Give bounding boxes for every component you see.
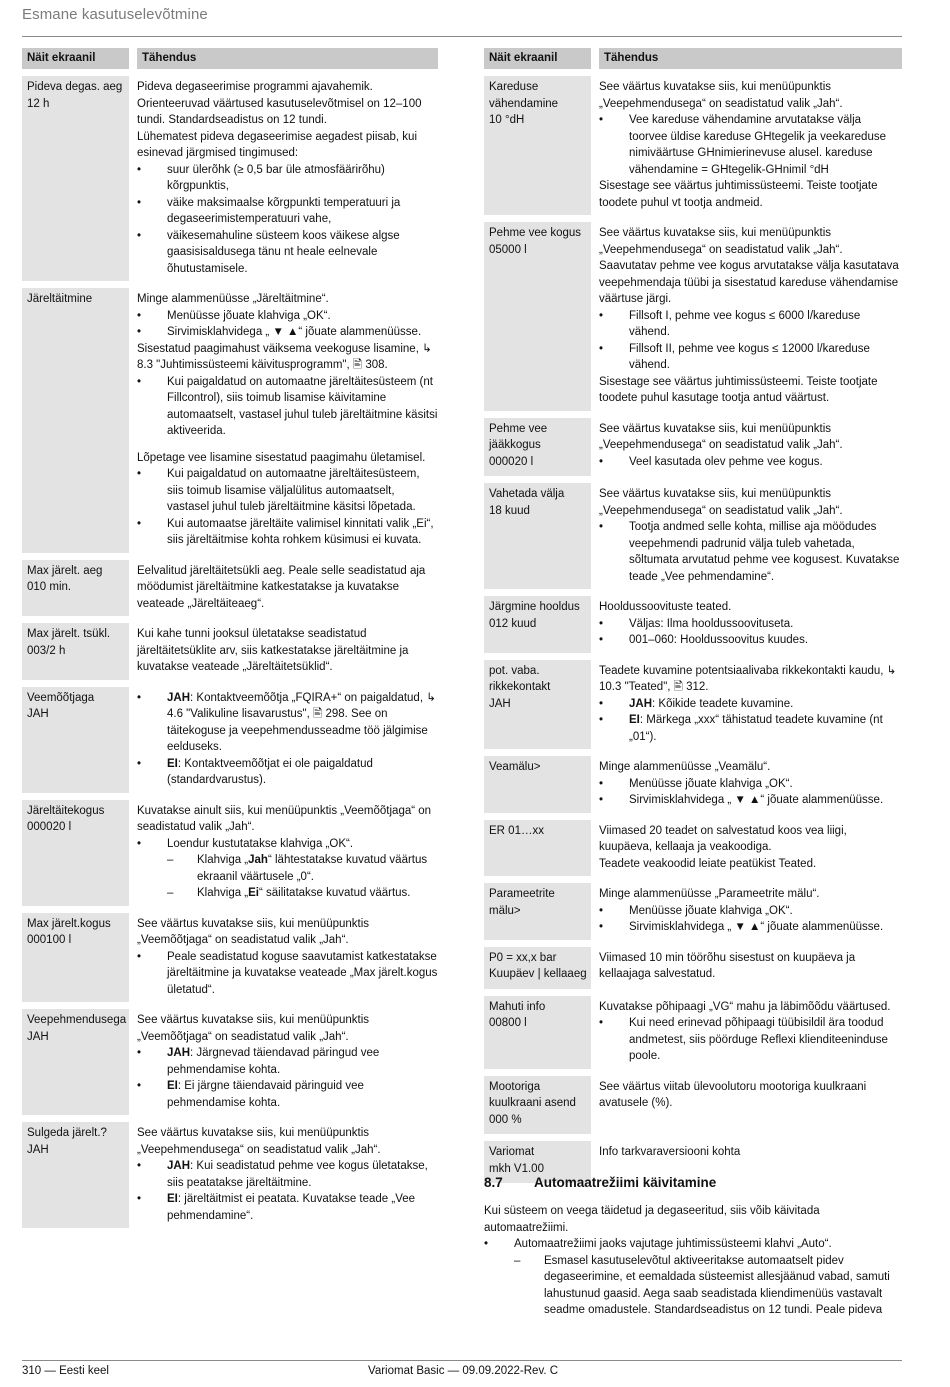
bullet-body: Veel kasutada olev pehme vee kogus. <box>629 455 823 468</box>
bullet-glyph: • <box>599 777 604 790</box>
bullet-item <box>599 696 902 713</box>
header-divider <box>22 36 902 37</box>
bullet-glyph: • <box>137 375 142 388</box>
bullet-item <box>599 776 902 793</box>
sub-item-text <box>197 852 438 885</box>
left-table-body <box>22 76 438 1228</box>
bullet-item <box>137 1078 438 1111</box>
meaning-description <box>599 596 902 653</box>
bullet-item <box>137 228 438 278</box>
table-row <box>484 483 902 589</box>
meaning-description <box>137 623 438 680</box>
display-readout-label: Veamälu> <box>484 756 591 813</box>
bullet-glyph: • <box>137 1080 142 1092</box>
meaning-description <box>599 883 902 940</box>
description-paragraph: Minge alammenüüsse „Parameetrite mälu“. <box>599 888 820 900</box>
bullet-glyph: • <box>137 1193 142 1205</box>
table-row <box>22 800 438 906</box>
description-paragraph: Minge alammenüüsse „Veamälu“. <box>599 761 771 773</box>
display-readout-label: Mahuti info 00800 l <box>484 996 591 1069</box>
bullet-glyph: • <box>484 1238 489 1250</box>
bullet-text <box>629 792 902 809</box>
meaning-description <box>137 687 438 793</box>
bullet-body: Peale seadistatud koguse saavutamist katkestatakse järeltäitmine ja kuvatakse veateade „Max järelt.kogus ületatud“. <box>167 950 438 996</box>
right-table <box>484 48 902 1190</box>
display-readout-label: Veemõõtjaga JAH <box>22 687 129 793</box>
section-heading <box>484 1175 716 1190</box>
meaning-description <box>137 1009 438 1115</box>
bullet-item <box>137 195 438 228</box>
bullet-glyph: • <box>137 1047 142 1059</box>
description-paragraph: Viimased 10 min töörõhu sisestust on kuupäeva ja kellaajaga salvestatud. <box>599 951 856 980</box>
display-readout-label: Mootoriga kuulkraani asend 000 % <box>484 1076 591 1135</box>
left-header-col1: Näit ekraanil <box>22 48 129 69</box>
page-header-title: Esmane kasutuselevõtmine <box>22 6 208 23</box>
bullet-body: : järeltäitmist ei peatata. Kuvatakse teade „Vee pehmendamine“. <box>167 1193 416 1222</box>
meaning-description <box>137 1122 438 1228</box>
bullet-glyph: • <box>599 794 604 806</box>
bullet-text <box>167 516 438 549</box>
description-paragraph: Lühematest pideva degaseerimise aegadest piisab, kui esinevad järgmised tingimused: <box>137 130 418 159</box>
bullet-body: Sirvimisklahvidega „ ▼ ▲“ jõuate alammenüüsse. <box>629 794 884 806</box>
table-row <box>22 560 438 617</box>
option-keyword: JAH <box>167 691 191 704</box>
meaning-description <box>599 947 902 989</box>
bullet-text <box>167 690 438 756</box>
bullet-item <box>137 1191 438 1224</box>
bullet-body: : Kui seadistatud pehme vee kogus ületatakse, siis peatatakse järeltäitmine. <box>167 1160 428 1189</box>
sub-item-body: “ säilitatakse kuvatud väärtus. <box>259 887 411 899</box>
footer-document-info: Variomat Basic — 09.09.2022-Rev. C <box>368 1365 559 1377</box>
meaning-description <box>599 222 902 411</box>
sub-item-prefix: Klahviga „ <box>197 887 249 899</box>
spacer <box>137 440 438 450</box>
table-row <box>22 288 438 553</box>
bullet-item <box>599 712 902 745</box>
display-readout-label: Järgmine hooldus 012 kuud <box>484 596 591 653</box>
bullet-text <box>629 696 902 713</box>
bullet-body: Fillsoft II, pehme vee kogus ≤ 12000 l/kareduse vähend. <box>629 342 870 371</box>
bullet-item <box>137 162 438 195</box>
right-header-col1: Näit ekraanil <box>484 48 591 69</box>
sub-item-prefix: Klahviga „ <box>197 854 249 866</box>
bullet-glyph: • <box>137 196 142 209</box>
table-row <box>484 76 902 215</box>
bullet-glyph: • <box>599 455 604 468</box>
sub-item <box>137 852 438 885</box>
section-body <box>484 1203 902 1319</box>
bullet-item <box>137 466 438 516</box>
bullet-text <box>167 374 438 440</box>
table-row <box>484 418 902 477</box>
bullet-glyph: • <box>137 757 142 770</box>
table-row <box>484 756 902 813</box>
bullet-item <box>599 341 902 374</box>
display-readout-label: Kareduse vähendamine 10 °dH <box>484 76 591 215</box>
description-paragraph: Eelvalitud järeltäitetsükli aeg. Peale selle seadistatud aja möödumist järeltäitmine katkestatakse ja kuvatakse veateade „Järeltäiteaeg“. <box>137 564 426 610</box>
bullet-body: 001–060: Hooldussoovitus kuudes. <box>629 634 809 646</box>
bullet-text <box>629 616 902 633</box>
bullet-glyph: • <box>599 1017 604 1029</box>
display-readout-label: pot. vaba. rikkekontakt JAH <box>484 660 591 750</box>
bullet-body: Kui paigaldatud on automaatne järeltäitesüsteem (nt Fillcontrol), siis toimub lisamise käivitamine automaatselt, vastasel juhul tuleb järeltäitmine käsitsi aktiveerida. <box>167 375 438 437</box>
table-row <box>484 947 902 989</box>
bullet-glyph: • <box>137 326 142 338</box>
bullet-text <box>629 903 902 920</box>
table-row <box>22 76 438 281</box>
bullet-body: Sirvimisklahvidega „ ▼ ▲“ jõuate alammenüüsse. <box>629 921 884 933</box>
description-paragraph: See väärtus viitab ülevoolutoru mootoriga kuulkraani avatusele (%). <box>599 1080 867 1109</box>
bullet-item <box>137 949 438 999</box>
dash-glyph: – <box>167 887 174 899</box>
bullet-body: Menüüsse jõuate klahviga „OK“. <box>629 904 793 917</box>
description-paragraph: See väärtus kuvatakse siis, kui menüüpunktis „Veepehmendusega“ on seadistatud valik „Jah“. <box>599 488 843 517</box>
bullet-item <box>137 756 438 789</box>
bullet-item <box>137 516 438 549</box>
option-keyword: JAH <box>629 697 653 710</box>
description-paragraph: See väärtus kuvatakse siis, kui menüüpunktis „Veepehmendusega“ on seadistatud valik „Jah“. <box>137 1127 381 1156</box>
bullet-text <box>629 519 902 585</box>
bullet-text <box>629 454 902 471</box>
bullet-item <box>137 1158 438 1191</box>
display-readout-label: Max järelt. tsükl. 003/2 h <box>22 623 129 680</box>
display-readout-label: Parameetrite mälu> <box>484 883 591 940</box>
meaning-description <box>599 756 902 813</box>
left-header-col2: Tähendus <box>137 48 438 69</box>
description-paragraph: Pideva degaseerimise programmi ajavahemik. Orienteeruvad väärtused kasutuselevõtmisel on 12–100 tundi. Standardseadistus on 12 tundi. <box>137 81 422 126</box>
bullet-item <box>599 454 902 471</box>
display-readout-label: Variomat mkh V1.00 <box>484 1141 591 1183</box>
bullet-text <box>167 324 438 341</box>
bullet-text <box>629 919 902 936</box>
bullet-item <box>137 690 438 756</box>
section-title: Automaatrežiimi käivitamine <box>534 1175 717 1190</box>
bullet-glyph: • <box>599 342 604 355</box>
bullet-glyph: • <box>599 521 604 533</box>
table-row <box>22 1009 438 1115</box>
bullet-body: Menüüsse jõuate klahviga „OK“. <box>167 309 331 322</box>
bullet-body: : Kontaktveemõõtja „FQIRA+“ on paigaldatud, ↳ 4.6 "Valikuline lisavarustus", 🖹 298. See on täitekoguse ja veepehmendusseadme töö jälgimise eelduseks. <box>167 691 436 753</box>
display-readout-label: Järeltäitekogus 000020 l <box>22 800 129 906</box>
bullet-glyph: • <box>599 309 604 322</box>
bullet-item <box>599 519 902 585</box>
section-bullet <box>484 1236 902 1253</box>
table-row <box>22 623 438 680</box>
bullet-text <box>167 308 438 325</box>
bullet-body: väikesemahuline süsteem koos väikese algse gaasisisaldusega tänu nt heale eelnevale õhutustamisele. <box>167 229 400 275</box>
bullet-glyph: • <box>137 229 142 242</box>
description-paragraph: See väärtus kuvatakse siis, kui menüüpunktis „Veemõõtjaga“ on seadistatud valik „Jah“. <box>137 917 370 946</box>
sub-item-body: “ lähtestatakse kuvatud väärtus ekraanil väärtusele „0“. <box>197 854 428 883</box>
description-paragraph: Saavutatav pehme vee kogus arvutatakse välja kasutatava veepehmendaja tüübi ja sisestatud kareduse vähendamise väärtuse järgi. <box>599 260 899 305</box>
bullet-body: Väljas: Ilma hooldussoovituseta. <box>629 617 794 630</box>
description-paragraph: Kuvatakse ainult siis, kui menüüpunktis „Veemõõtjaga“ on seadistatud valik „Jah“. <box>137 804 432 833</box>
footer-page-language: 310 — Eesti keel <box>22 1365 109 1377</box>
sub-item <box>137 885 438 902</box>
right-table-body <box>484 76 902 1183</box>
description-paragraph: Teadete kuvamine potentsiaalivaba rikkekontakti kaudu, ↳ 10.3 "Teated", 🖹 312. <box>599 664 897 693</box>
bullet-item <box>137 374 438 440</box>
bullet-item <box>137 1045 438 1078</box>
bullet-glyph: • <box>137 1160 142 1172</box>
bullet-glyph: • <box>137 950 142 963</box>
description-paragraph: See väärtus kuvatakse siis, kui menüüpunktis „Veepehmendusega“ on seadistatud valik „Jah“. <box>599 422 843 451</box>
option-keyword: JAH <box>167 1160 191 1172</box>
bullet-text <box>629 632 902 649</box>
bullet-glyph: • <box>599 697 604 710</box>
display-readout-label: Max järelt.kogus 000100 l <box>22 913 129 1003</box>
description-paragraph: Viimased 20 teadet on salvestatud koos vea liigi, kuupäeva, kellaaja ja veakoodiga. <box>599 824 847 853</box>
table-row <box>484 222 902 411</box>
bullet-item <box>599 919 902 936</box>
option-keyword: JAH <box>167 1047 191 1059</box>
bullet-body: Kui need erinevad põhipaagi tüübisildil ära toodud andmetest, siis pöörduge Reflexi klienditeeninduse poole. <box>629 1017 888 1062</box>
bullet-text <box>167 162 438 195</box>
description-paragraph: Info tarkvaraversiooni kohta <box>599 1146 741 1158</box>
bullet-body: Kui paigaldatud on automaatne järeltäitesüsteem, siis toimub lisamise väljalülitus automaatselt, vastasel juhul tuleb järeltäitmine käsitsi lõpetada. <box>167 468 420 513</box>
bullet-item <box>137 324 438 341</box>
bullet-item <box>599 616 902 633</box>
meaning-description <box>599 660 902 750</box>
bullet-body: : Ei järgne täiendavaid päringuid vee pehmendamise kohta. <box>167 1080 364 1109</box>
meaning-description <box>137 560 438 617</box>
bullet-body: suur ülerõhk (≥ 0,5 bar üle atmosfäärirõhu) kõrgpunktis, <box>167 163 385 192</box>
left-table-header <box>22 48 438 69</box>
table-row <box>22 1122 438 1228</box>
option-keyword: Ei <box>248 887 260 899</box>
bullet-text <box>629 341 902 374</box>
meaning-description <box>599 1076 902 1135</box>
bullet-glyph: • <box>137 837 142 850</box>
bullet-item <box>599 903 902 920</box>
table-row <box>22 687 438 793</box>
bullet-item <box>599 112 902 178</box>
bullet-glyph: • <box>599 904 604 917</box>
bullet-glyph: • <box>599 634 604 646</box>
description-paragraph: Sisestage see väärtus juhtimissüsteemi. Teiste tootjate toodete puhul kasutage tootja antud väärtust. <box>599 375 878 404</box>
description-paragraph: Teadete veakoodid leiate peatükist Teated. <box>599 857 817 870</box>
bullet-item <box>599 1015 902 1065</box>
bullet-item <box>599 632 902 649</box>
left-table <box>22 48 438 1235</box>
bullet-text <box>629 712 902 745</box>
bullet-body: Menüüsse jõuate klahviga „OK“. <box>629 777 793 790</box>
meaning-description <box>599 820 902 877</box>
bullet-glyph: • <box>599 921 604 933</box>
section-subitem-text: Esmasel kasutuselevõtul aktiveeritakse automaatselt pidev degaseerimine, et eemaldada süsteemist allesjäänud vabad, samuti lahustunud gaasid. Aega saab seadistada kliendimenüüs vastavalt seadme omadustele. Standardseadistus on 12 tundi. Peale pideva <box>544 1254 890 1316</box>
footer-divider <box>22 1360 902 1361</box>
display-readout-label: Pehme vee jääkkogus 000020 l <box>484 418 591 477</box>
section-subitem <box>484 1253 902 1319</box>
bullet-body: : Kontaktveemõõtjat ei ole paigaldatud (standardvarustus). <box>167 757 373 786</box>
table-row <box>484 820 902 877</box>
bullet-text <box>167 1078 438 1111</box>
bullet-body: väike maksimaalse kõrgpunkti temperatuuri ja degaseerimistemperatuuri vahe, <box>167 196 401 225</box>
bullet-text <box>167 756 438 789</box>
table-row <box>22 913 438 1003</box>
meaning-description <box>599 76 902 215</box>
bullet-text <box>629 308 902 341</box>
bullet-text <box>167 1045 438 1078</box>
table-row <box>484 996 902 1069</box>
dash-glyph: – <box>167 854 174 866</box>
bullet-text <box>167 466 438 516</box>
bullet-body: Sirvimisklahvidega „ ▼ ▲“ jõuate alammenüüsse. <box>167 326 422 338</box>
description-paragraph: See väärtus kuvatakse siis, kui menüüpunktis „Veepehmendusega“ on seadistatud valik „Jah“. <box>599 227 843 256</box>
bullet-text <box>167 1158 438 1191</box>
section-bullet-text: Automaatrežiimi jaoks vajutage juhtimissüsteemi klahvi „Auto“. <box>514 1238 832 1250</box>
description-paragraph: Sisestage see väärtus juhtimissüsteemi. Teiste tootjate toodete puhul vt tootja andmeid. <box>599 180 878 209</box>
bullet-body: : Märkega „xxx“ tähistatud teadete kuvamine (nt „01“). <box>629 714 883 743</box>
meaning-description <box>599 483 902 589</box>
description-paragraph: Minge alammenüüsse „Järeltäitmine“. <box>137 293 329 305</box>
bullet-body: Kui automaatse järeltäite valimisel kinnitati valik „Ei“, siis järeltäitmise kohta rohkem küsimusi ei kuvata. <box>167 517 434 546</box>
section-intro: Kui süsteem on veega täidetud ja degaseeritud, siis võib käivitada automaatrežiimi. <box>484 1205 820 1234</box>
display-readout-label: Pideva degas. aeg 12 h <box>22 76 129 281</box>
right-header-col2: Tähendus <box>599 48 902 69</box>
description-paragraph: Kui kahe tunni jooksul ületatakse seadistatud järeltäitetsüklite arv, siis katkestatakse järeltäitmine ja kuvatakse veateade „Järeltäitetsüklid“. <box>137 628 409 673</box>
meaning-description <box>137 913 438 1003</box>
bullet-glyph: • <box>137 691 142 704</box>
dash-glyph: – <box>514 1254 521 1267</box>
right-table-header <box>484 48 902 69</box>
display-readout-label: Max järelt. aeg 010 min. <box>22 560 129 617</box>
bullet-glyph: • <box>137 517 142 530</box>
option-keyword: EI <box>167 757 178 770</box>
option-keyword: EI <box>167 1080 178 1092</box>
bullet-body: Loendur kustutatakse klahviga „OK“. <box>167 837 354 850</box>
table-row <box>484 883 902 940</box>
meaning-description <box>137 288 438 553</box>
display-readout-label: Vahetada välja 18 kuud <box>484 483 591 589</box>
bullet-body: Tootja andmed selle kohta, millise aja möödudes veepehmendi padrunid välja tuleb vahetada, sõltumata arvutatud pehme vee kogusest. Kuvatakse teade „Vee pehmendamine“. <box>629 521 900 583</box>
description-paragraph: Sisestatud paagimahust väiksema veekoguse lisamine, ↳ 8.3 "Juhtimissüsteemi käivitusprogramm", 🖹 308. <box>137 342 432 371</box>
table-row <box>484 1076 902 1135</box>
bullet-body: Fillsoft I, pehme vee kogus ≤ 6000 l/kareduse vähend. <box>629 309 861 338</box>
bullet-glyph: • <box>599 114 604 126</box>
bullet-text <box>167 1191 438 1224</box>
bullet-item <box>137 308 438 325</box>
description-paragraph: See väärtus kuvatakse siis, kui menüüpunktis „Veepehmendusega“ on seadistatud valik „Jah“. <box>599 81 843 110</box>
bullet-text <box>629 776 902 793</box>
bullet-glyph: • <box>137 309 142 322</box>
bullet-item <box>137 836 438 853</box>
meaning-description <box>599 418 902 477</box>
bullet-text <box>167 228 438 278</box>
display-readout-label: ER 01…xx <box>484 820 591 877</box>
bullet-text <box>167 836 438 853</box>
meaning-description <box>137 76 438 281</box>
display-readout-label: Pehme vee kogus 05000 l <box>484 222 591 411</box>
meaning-description <box>137 800 438 906</box>
bullet-body: : Kõikide teadete kuvamine. <box>652 697 794 710</box>
description-paragraph: Hooldussoovituste teated. <box>599 601 732 613</box>
display-readout-label: Järeltäitmine <box>22 288 129 553</box>
bullet-text <box>629 112 902 178</box>
bullet-glyph: • <box>137 163 142 176</box>
display-readout-label: P0 = xx,x bar Kuupäev | kellaaeg <box>484 947 591 989</box>
table-row <box>484 660 902 750</box>
option-keyword: EI <box>629 714 640 726</box>
bullet-item <box>599 792 902 809</box>
option-keyword: EI <box>167 1193 178 1205</box>
sub-item-text <box>197 885 411 902</box>
bullet-item <box>599 308 902 341</box>
bullet-glyph: • <box>137 468 142 480</box>
description-paragraph: Kuvatakse põhipaagi „VG“ mahu ja läbimõõdu väärtused. <box>599 1000 891 1013</box>
description-paragraph: See väärtus kuvatakse siis, kui menüüpunktis „Veemõõtjaga“ on seadistatud valik „Jah“. <box>137 1014 370 1043</box>
bullet-glyph: • <box>599 617 604 630</box>
option-keyword: Jah <box>248 854 268 866</box>
bullet-text <box>629 1015 902 1065</box>
meaning-description <box>599 996 902 1069</box>
bullet-text <box>167 195 438 228</box>
bullet-body: : Järgnevad täiendavad päringud vee pehmendamise kohta. <box>167 1047 380 1076</box>
bullet-text <box>167 949 438 999</box>
display-readout-label: Sulgeda järelt.? JAH <box>22 1122 129 1228</box>
display-readout-label: Veepehmendusega JAH <box>22 1009 129 1115</box>
description-paragraph: Lõpetage vee lisamine sisestatud paagimahu ületamisel. <box>137 451 426 464</box>
section-number: 8.7 <box>484 1175 503 1190</box>
bullet-body: Vee kareduse vähendamine arvutatakse välja toorvee üldise kareduse GHtegelik ja veekareduse nimiväärtuse GHnimierinevuse alusel. kareduse vähendamine = GHtegelik-GHnimil °dH <box>629 114 886 176</box>
table-row <box>484 596 902 653</box>
bullet-glyph: • <box>599 714 604 726</box>
